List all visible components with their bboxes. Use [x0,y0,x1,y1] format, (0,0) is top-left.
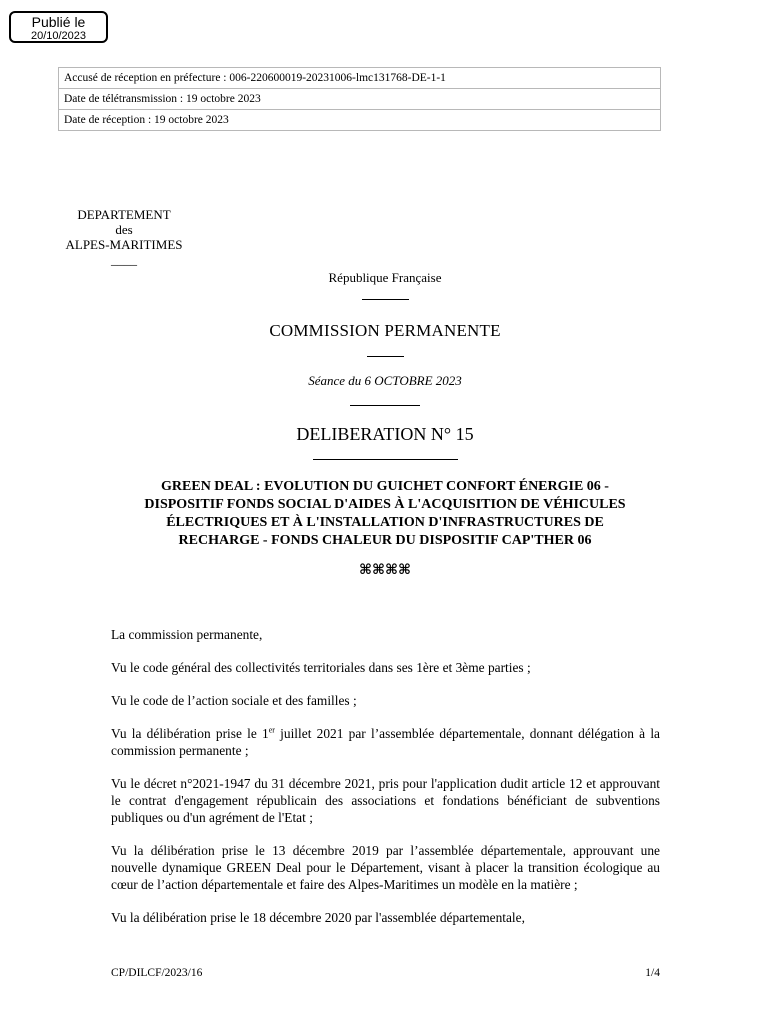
divider [313,459,458,460]
paragraph-text: Vu la délibération prise le 1 [111,726,269,741]
table-row [59,68,661,89]
stamp-date: 20/10/2023 [30,30,87,42]
seance-date: Séance du 6 OCTOBRE 2023 [308,373,462,388]
department-block [56,207,192,267]
stamp-label: Publié le [31,14,86,30]
paragraph [111,725,660,759]
paragraph: La commission permanente, [111,627,263,642]
title-line: GREEN DEAL : EVOLUTION DU GUICHET CONFORT ÉNERGIE 06 - [161,479,609,494]
deliberation-title [100,478,670,550]
ornament-symbols: ⌘⌘⌘⌘ [359,563,411,578]
paragraph: Vu le code général des collectivités territoriales dans ses 1ère et 3ème parties ; [111,660,531,675]
department-line: des [115,222,133,237]
paragraph: Vu le décret n°2021-1947 du 31 décembre 2021, pris pour l'application dudit article 12 et approuvant le contrat d'engagement républicain des associations et fondations bénéficiant de subventions publiques ou d'un agrément de l'Etat ; [111,776,660,825]
document-body [111,626,660,942]
deliberation-number: DELIBERATION N° 15 [296,424,474,444]
footer-reference: CP/DILCF/2023/16 [111,967,203,979]
title-line: DISPOSITIF FONDS SOCIAL D'AIDES À L'ACQUISITION DE VÉHICULES [144,497,626,512]
department-underline: ____ [111,252,137,267]
title-line: RECHARGE - FONDS CHALEUR DU DISPOSITIF CAP'THER 06 [178,533,592,548]
receipt-accuse: Accusé de réception en préfecture : 006-220600019-20231006-lmc131768-DE-1-1 [59,68,661,89]
page-number: 1/4 [645,967,660,979]
republic-label: République Française [328,270,442,285]
paragraph: Vu la délibération prise le 13 décembre 2019 par l’assemblée départementale, approuvant une nouvelle dynamique GREEN Deal pour le Département, visant à placer la transition écologique au cœur de l’action départementale et faire des Alpes-Maritimes un modèle en la matière ; [111,843,660,892]
title-line: ÉLECTRIQUES ET À L'INSTALLATION D'INFRASTRUCTURES DE [166,515,604,530]
paragraph: Vu le code de l’action sociale et des familles ; [111,693,357,708]
ordinal-superscript: er [268,725,275,735]
table-row [59,110,661,131]
divider [367,356,404,357]
paragraph-text: juillet 2021 par l’assemblée départementale, donnant délégation à la commission permanente ; [111,726,660,758]
table-row [59,89,661,110]
department-line: DEPARTEMENT [77,207,171,222]
receipt-reception: Date de réception : 19 octobre 2023 [59,110,661,131]
commission-heading: COMMISSION PERMANENTE [269,321,501,340]
divider [362,299,409,300]
paragraph: Vu la délibération prise le 18 décembre 2020 par l'assemblée départementale, [111,910,525,925]
receipt-table [58,67,661,131]
divider [350,405,420,406]
department-line: ALPES-MARITIMES [65,237,183,252]
publication-stamp [9,11,108,43]
receipt-teletransmission: Date de télétransmission : 19 octobre 2023 [59,89,661,110]
